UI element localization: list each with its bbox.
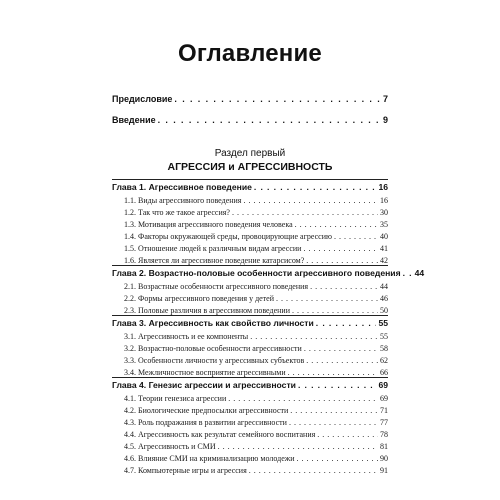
chapter-page: 55: [378, 318, 388, 328]
toc-item-label: 1.3. Мотивация агрессивного поведения человека: [124, 220, 293, 229]
toc-item[interactable]: [124, 394, 388, 403]
toc-item[interactable]: [124, 282, 388, 291]
toc-chapter-4[interactable]: [112, 380, 388, 390]
leader-dots: [249, 466, 378, 475]
toc-entry-page: 7: [382, 94, 388, 104]
leader-dots: [158, 115, 381, 125]
toc-item-label: 1.1. Виды агрессивного поведения: [124, 196, 242, 205]
toc-item-label: 4.6. Влияние СМИ на криминализацию молодежи: [124, 454, 295, 463]
toc-entry-label: Введение: [112, 115, 156, 125]
leader-dots: [316, 318, 377, 328]
leader-dots: [295, 220, 378, 229]
toc-item-page: 62: [380, 356, 388, 365]
leader-dots: [317, 430, 378, 439]
toc-item-label: 1.2. Так что же такое агрессия?: [124, 208, 230, 217]
leader-dots: [276, 294, 378, 303]
toc-item[interactable]: [124, 406, 388, 415]
leader-dots: [334, 232, 378, 241]
chapter-divider: [112, 265, 388, 266]
toc-item-page: 78: [380, 430, 388, 439]
toc-item[interactable]: [124, 442, 388, 451]
toc-item-label: 4.2. Биологические предпосылки агрессивности: [124, 406, 289, 415]
toc-item[interactable]: [124, 466, 388, 475]
toc-item[interactable]: [124, 344, 388, 353]
toc-item[interactable]: [124, 256, 388, 265]
toc-item-label: 4.5. Агрессивность и СМИ: [124, 442, 216, 451]
toc-item-label: 1.5. Отношение людей к различным видам агрессии: [124, 244, 302, 253]
leader-dots: [403, 268, 413, 278]
toc-item-label: 1.4. Факторы окружающей среды, провоцирующие агрессию: [124, 232, 332, 241]
chapter-label: Глава 2. Возрастно-половые особенности агрессивного поведения: [112, 268, 401, 278]
page-title: Оглавление: [178, 40, 322, 67]
toc-item[interactable]: [124, 306, 388, 315]
toc-entry-introduction[interactable]: [112, 115, 388, 125]
toc-item-page: 77: [380, 418, 388, 427]
toc-item-label: 3.1. Агрессивность и ее компоненты: [124, 332, 249, 341]
toc-item[interactable]: [124, 454, 388, 463]
toc-item[interactable]: [124, 232, 388, 241]
toc-item-label: 2.3. Половые различия в агрессивном поведении: [124, 306, 290, 315]
chapter-label: Глава 4. Генезис агрессии и агрессивности: [112, 380, 296, 390]
toc-entry-page: 9: [382, 115, 388, 125]
leader-dots: [244, 196, 379, 205]
leader-dots: [292, 306, 378, 315]
chapter-page: 44: [414, 268, 425, 278]
toc-item-page: 40: [380, 232, 388, 241]
toc-item-page: 69: [380, 394, 388, 403]
toc-item-page: 35: [380, 220, 388, 229]
toc-item-page: 44: [380, 282, 388, 291]
toc-item-label: 4.4. Агрессивность как результат семейного воспитания: [124, 430, 316, 439]
section-title: АГРЕССИЯ и АГРЕССИВНОСТЬ: [167, 161, 333, 173]
toc-item[interactable]: [124, 220, 388, 229]
leader-dots: [304, 344, 378, 353]
toc-item[interactable]: [124, 356, 388, 365]
toc-item[interactable]: [124, 244, 388, 253]
toc-item-page: 46: [380, 294, 388, 303]
section-number: Раздел первый: [214, 148, 286, 159]
toc-item-label: 4.7. Компьютерные игры и агрессия: [124, 466, 247, 475]
toc-item-page: 50: [380, 306, 388, 315]
toc-item-page: 90: [380, 454, 388, 463]
chapter-label: Глава 1. Агрессивное поведение: [112, 182, 252, 192]
toc-item-label: 1.6. Является ли агрессивное поведение катарсисом?: [124, 256, 305, 265]
toc-item-label: 4.1. Теории генезиса агрессии: [124, 394, 227, 403]
toc-chapter-1[interactable]: [112, 182, 388, 192]
toc-item-label: 3.2. Возрастно-половые особенности агрессивности: [124, 344, 302, 353]
toc-item-label: 3.4. Межличностное восприятие агрессивными: [124, 368, 286, 377]
toc-item[interactable]: [124, 294, 388, 303]
toc-item-label: 4.3. Роль подражания в развитии агрессивности: [124, 418, 287, 427]
toc-chapter-2[interactable]: [112, 268, 425, 278]
leader-dots: [254, 182, 377, 192]
leader-dots: [288, 368, 378, 377]
toc-item-label: 2.2. Формы агрессивного поведения у детей: [124, 294, 275, 303]
toc-item-page: 30: [380, 208, 388, 217]
toc-item[interactable]: [124, 208, 388, 217]
toc-item[interactable]: [124, 196, 388, 205]
toc-item-page: 91: [380, 466, 388, 475]
toc-item-label: 2.1. Возрастные особенности агрессивного поведения: [124, 282, 309, 291]
toc-item-page: 66: [380, 368, 388, 377]
leader-dots: [306, 356, 378, 365]
toc-item-page: 16: [380, 196, 388, 205]
leader-dots: [303, 244, 378, 253]
leader-dots: [228, 394, 378, 403]
toc-item-page: 55: [380, 332, 388, 341]
chapter-divider: [112, 377, 388, 378]
chapter-page: 16: [378, 182, 388, 192]
leader-dots: [306, 256, 378, 265]
toc-item-page: 81: [380, 442, 388, 451]
toc-item-label: 3.3. Особенности личности у агрессивных субъектов: [124, 356, 305, 365]
toc-item-page: 41: [380, 244, 388, 253]
toc-item-page: 42: [380, 256, 388, 265]
leader-dots: [232, 208, 378, 217]
toc-item[interactable]: [124, 430, 388, 439]
toc-entry-preface[interactable]: [112, 94, 388, 104]
chapter-divider: [112, 179, 388, 180]
chapter-page: 69: [378, 380, 388, 390]
toc-entry-label: Предисловие: [112, 94, 173, 104]
toc-item-page: 58: [380, 344, 388, 353]
leader-dots: [310, 282, 378, 291]
chapter-label: Глава 3. Агрессивность как свойство личности: [112, 318, 314, 328]
leader-dots: [218, 442, 378, 451]
chapter-divider: [112, 315, 388, 316]
toc-item-page: 71: [380, 406, 388, 415]
leader-dots: [250, 332, 378, 341]
leader-dots: [298, 380, 377, 390]
toc-item[interactable]: [124, 418, 388, 427]
toc-item[interactable]: [124, 368, 388, 377]
leader-dots: [290, 406, 378, 415]
toc-chapter-3[interactable]: [112, 318, 388, 328]
toc-item[interactable]: [124, 332, 388, 341]
leader-dots: [289, 418, 378, 427]
leader-dots: [174, 94, 381, 104]
leader-dots: [297, 454, 378, 463]
